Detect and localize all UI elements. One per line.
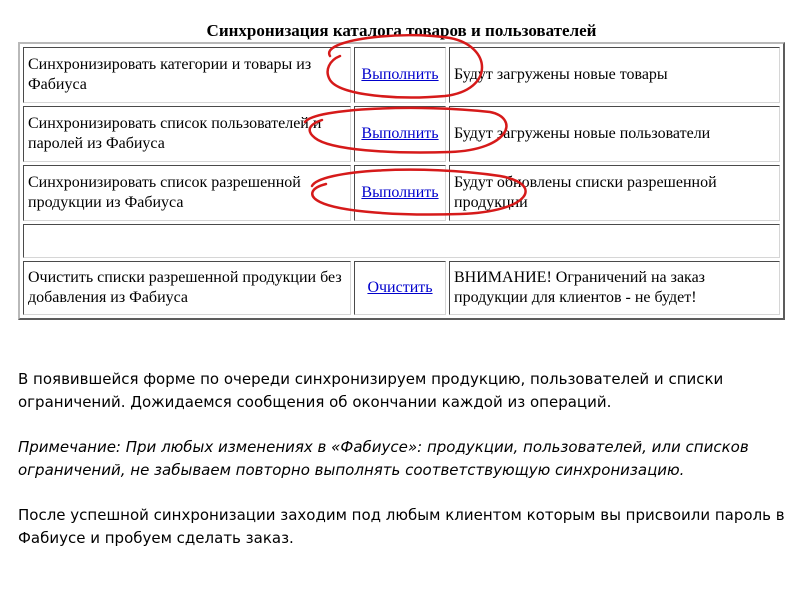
- row-description: Синхронизировать категории и товары из Фабиуса: [23, 47, 351, 103]
- row-action-cell: [354, 165, 446, 221]
- page-title: Синхронизация каталога товаров и пользователей: [206, 21, 597, 40]
- run-sync-users-link[interactable]: Выполнить: [361, 125, 439, 142]
- table-row: [23, 106, 780, 162]
- sync-table: [18, 42, 785, 320]
- row-action-cell: [354, 261, 446, 315]
- row-message: ВНИМАНИЕ! Ограничений на заказ продукции для клиентов - не будет!: [449, 261, 780, 315]
- run-sync-products-link[interactable]: Выполнить: [361, 66, 439, 83]
- clear-restrictions-link[interactable]: Очистить: [367, 279, 433, 296]
- table-row: [23, 47, 780, 103]
- instruction-paragraph: В появившейся форме по очереди синхронизируем продукцию, пользователей и списки ограничений. Дожидаемся сообщения об окончании каждой из операций.: [18, 370, 724, 411]
- row-description: Очистить списки разрешенной продукции без добавления из Фабиуса: [23, 261, 351, 315]
- table-row-empty: [23, 224, 780, 258]
- row-description: Синхронизировать список разрешенной продукции из Фабиуса: [23, 165, 351, 221]
- instruction-paragraph: После успешной синхронизации заходим под любым клиентом которым вы присвоили пароль в Фабиусе и пробуем сделать заказ.: [18, 506, 785, 547]
- table-row: [23, 165, 780, 221]
- row-message: Будут обновлены списки разрешенной продукции: [449, 165, 780, 221]
- instruction-note: Примечание: При любых изменениях в «Фабиусе»: продукции, пользователей, или списков ограничений, не забываем повторно выполнять соответствующую синхронизацию.: [18, 438, 749, 479]
- row-action-cell: [354, 47, 446, 103]
- row-message: Будут загружены новые товары: [449, 47, 780, 103]
- row-message: Будут загружены новые пользователи: [449, 106, 780, 162]
- run-sync-restrictions-link[interactable]: Выполнить: [361, 184, 439, 201]
- row-action-cell: [354, 106, 446, 162]
- row-description: Синхронизировать список пользователей и паролей из Фабиуса: [23, 106, 351, 162]
- instructions: [18, 368, 788, 572]
- sync-screenshot: [18, 18, 785, 324]
- empty-cell: [23, 224, 780, 258]
- table-row: [23, 261, 780, 315]
